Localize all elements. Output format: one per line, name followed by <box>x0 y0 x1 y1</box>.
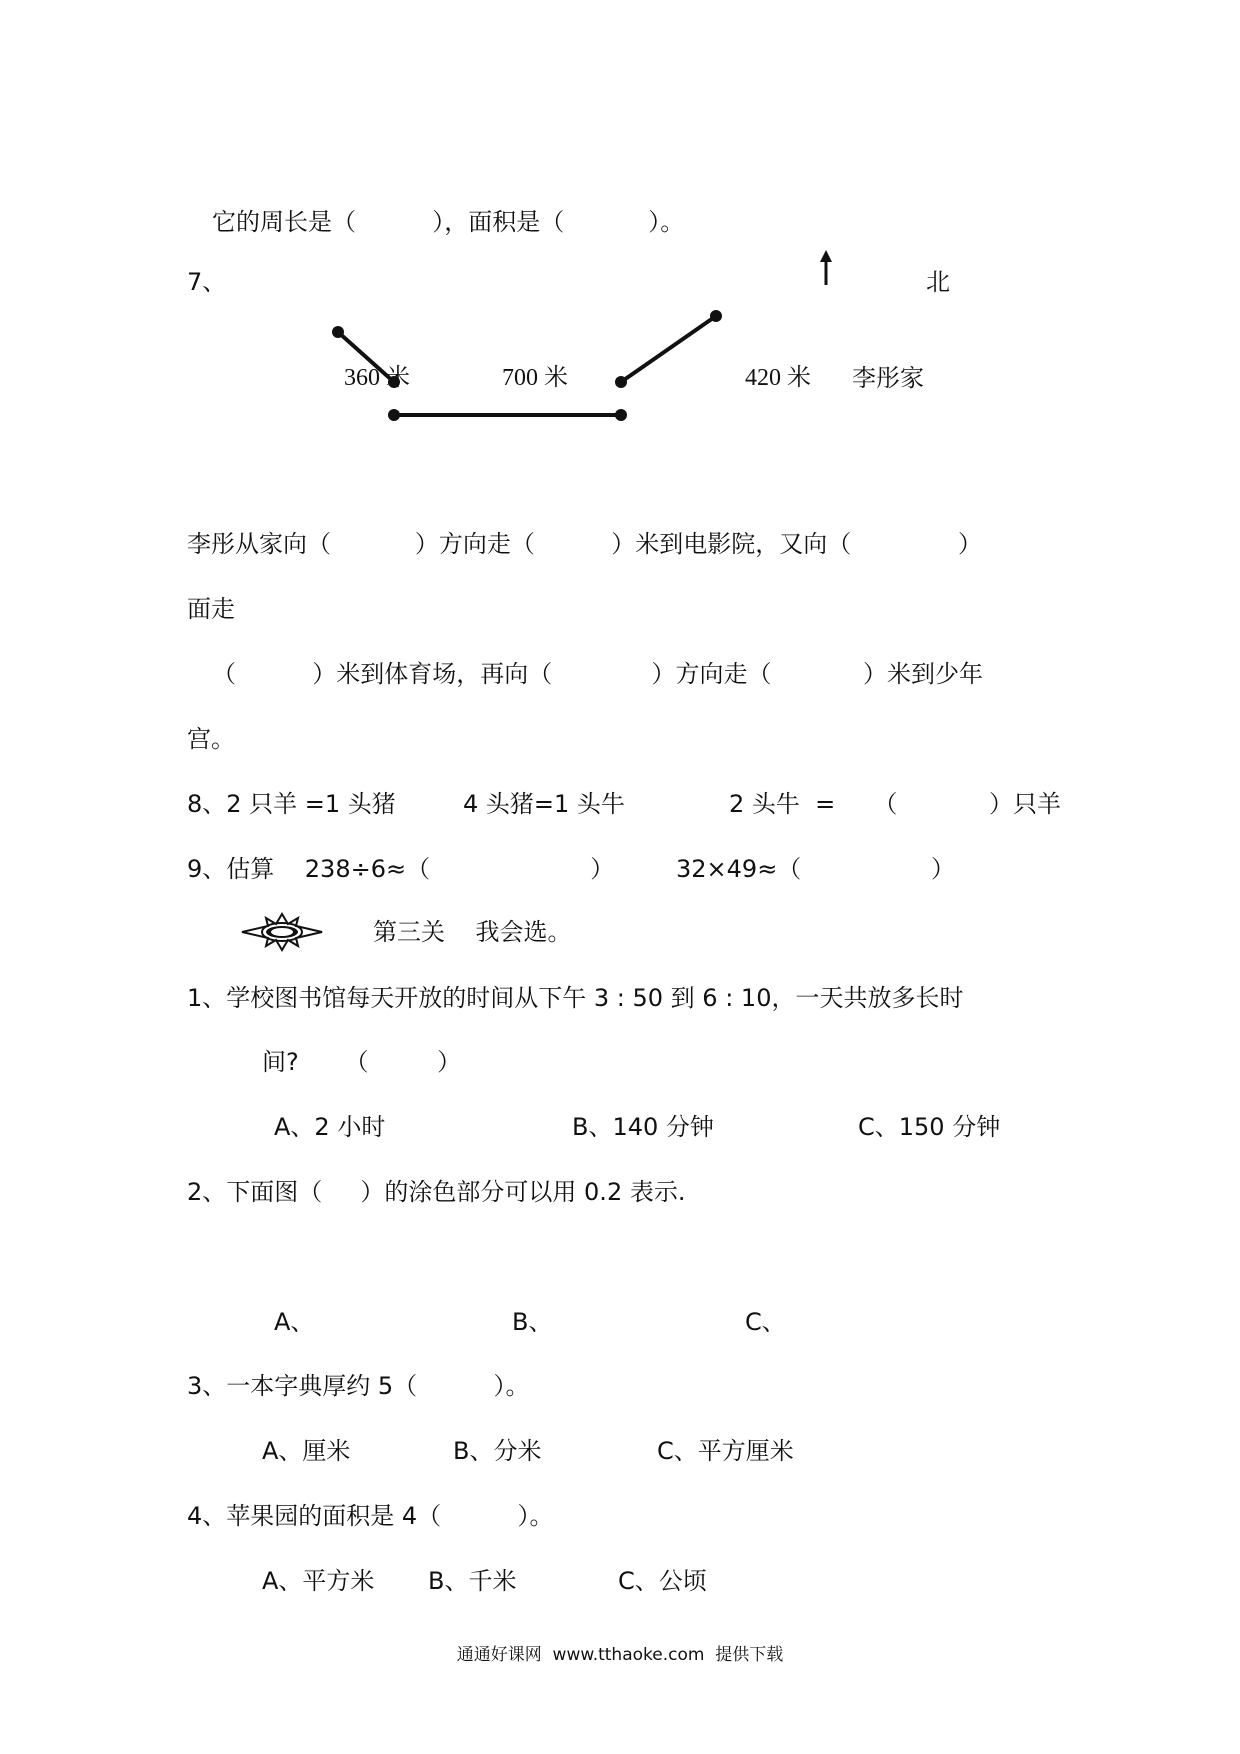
question-7-number: 7、 <box>187 268 227 296</box>
question-7-line-b: 面走 <box>187 595 235 623</box>
choice-2-option-a: A、 <box>274 1308 315 1336</box>
choice-4-question: 4、苹果园的面积是 4（ ）。 <box>187 1502 554 1530</box>
distance-700: 700 米 <box>502 365 568 391</box>
route-diagram <box>0 0 1240 460</box>
choice-2-question: 2、下面图（ ）的涂色部分可以用 0.2 表示. <box>187 1178 686 1206</box>
sun-ornament-icon <box>236 912 328 952</box>
question-8-part-c: 2 头牛 = （ ）只羊 <box>729 790 1061 818</box>
choice-3-option-b: B、分米 <box>453 1437 542 1465</box>
north-label: 北 <box>926 268 950 296</box>
choice-3-option-c: C、平方厘米 <box>657 1437 794 1465</box>
choice-4-option-b: B、千米 <box>428 1567 517 1595</box>
choice-1-line-a: 1、学校图书馆每天开放的时间从下午 3 : 50 到 6 : 10，一天共放多长时 <box>187 984 964 1012</box>
choice-1-option-c: C、150 分钟 <box>858 1113 1001 1141</box>
page-footer: 通通好课网 www.tthaoke.com 提供下载 <box>456 1645 784 1665</box>
choice-2-option-c: C、 <box>745 1308 786 1336</box>
question-8-part-a: 8、2 只羊 =1 头猪 <box>187 790 396 818</box>
area-perimeter-line: 它的周长是（ ），面积是（ ）。 <box>212 208 685 236</box>
question-9-part-b: 32×49≈（ ） <box>676 855 955 883</box>
distance-420: 420 米 <box>745 365 811 391</box>
question-7-line-c: （ ）米到体育场，再向（ ）方向走（ ）米到少年 <box>212 660 984 688</box>
choice-3-option-a: A、厘米 <box>262 1437 351 1465</box>
distance-360: 360 米 <box>344 365 410 391</box>
choice-4-option-a: A、平方米 <box>262 1567 375 1595</box>
question-7-line-a: 李彤从家向（ ）方向走（ ）米到电影院，又向（ ） <box>187 530 983 558</box>
choice-2-option-b: B、 <box>512 1308 553 1336</box>
choice-1-line-b: 间? （ ） <box>262 1048 462 1076</box>
choice-4-option-c: C、公顷 <box>618 1567 707 1595</box>
question-9-part-a: 9、估算 238÷6≈（ ） <box>187 855 615 883</box>
question-8-part-b: 4 头猪=1 头牛 <box>463 790 625 818</box>
question-7-line-d: 宫。 <box>187 725 235 753</box>
north-arrow-icon <box>820 250 832 285</box>
choice-1-option-a: A、2 小时 <box>274 1113 386 1141</box>
choice-1-option-b: B、140 分钟 <box>572 1113 714 1141</box>
choice-3-question: 3、一本字典厚约 5（ ）。 <box>187 1372 530 1400</box>
section-3-title: 第三关 我会选。 <box>373 918 572 946</box>
home-label: 李彤家 <box>852 364 924 392</box>
